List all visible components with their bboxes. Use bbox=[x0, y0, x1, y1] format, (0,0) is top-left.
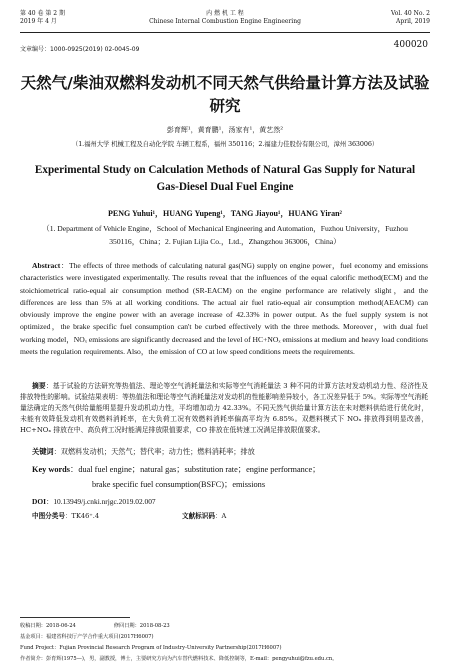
clc-number bbox=[32, 510, 99, 520]
keywords-en-line1: ：dual fuel engine；natural gas；substitution rate；engine performance； bbox=[70, 465, 321, 474]
title-en: Experimental Study on Calculation Methods of Natural Gas Supply for Natural Gas-Diesel Dual Fuel Engine bbox=[34, 164, 416, 193]
doi bbox=[32, 496, 156, 507]
abstract-label: Abstract bbox=[32, 261, 61, 270]
abstract-cn bbox=[20, 381, 428, 436]
footnote-dates bbox=[20, 621, 430, 632]
footnotes bbox=[20, 621, 430, 665]
doc-code-label: 文献标识码 bbox=[182, 512, 215, 520]
affiliation-en: （1. Department of Vehicle Engine，School of Mechanical Engineering and Automation，Fuzhou University，Fuzhou 350116，China；2. Fujian Lijia Co.，Ltd.，Zhangzhou 363006，China） bbox=[42, 224, 408, 246]
header-volume-en bbox=[391, 10, 430, 26]
volume-issue: 第 40 卷 第 2 期 bbox=[20, 10, 65, 17]
journal-name-cn: 内 燃 机 工 程 bbox=[206, 10, 244, 17]
revised-date: 修回日期：2018-08-23 bbox=[113, 623, 170, 629]
doi-text: ：10.13949/j.cnki.nrjgc.2019.02.007 bbox=[45, 497, 156, 506]
keywords-cn-label: 关键词 bbox=[32, 447, 54, 456]
author-info: 作者简介：彭育辉(1975—)，男，副教授，博士，主要研究方向为汽车替代燃料技术、降低控制等，E-mail：pengyuhui@fzu.edu.cn。 bbox=[20, 656, 338, 662]
keywords-cn bbox=[32, 447, 428, 457]
abstract-cn-text: ：基于试验的方法研究等热值法、理论等空气消耗量法和实际等空气消耗量法 3 种不同的计算方法对发动机动力性、经济性及排放特性的影响。试验结果表明：等热值法和理论等空气消耗量法对发动机的性能影响差异较小，各工况差异低于 5%。实际等空气消耗量法确定的天然气供给量能明显提升发动机动力性，平均增加动力 42.33%。不同天然气供给量计算方法在未对燃料供给进行优化时，未能有效降低发动机有效燃料消耗率，在大负荷工况有效燃料消耗率偏高平均为 6.85%。双燃料模式下 NOₓ 排放得到明显改善，HC+NOₓ 排放在中、高负荷工况时能满足排放限值要求，CO 排放在低转速工况满足排放限值要求。 bbox=[20, 382, 429, 434]
title-cn: 天然气/柴油双燃料发动机不同天然气供给量计算方法及试验研究 bbox=[20, 74, 430, 115]
document-code bbox=[182, 510, 226, 520]
paper-code: 400020 bbox=[393, 40, 428, 50]
header-journal bbox=[20, 10, 430, 26]
clc-label: 中图分类号 bbox=[32, 512, 65, 520]
affiliation-cn: （1.福州大学 机械工程及自动化学院 车辆工程系，福州 350116；2.福建力佳股份有限公司，漳州 363006） bbox=[71, 140, 379, 148]
journal-name-en: Chinese Internal Combustion Engine Engineering bbox=[149, 18, 301, 25]
journal-header bbox=[20, 10, 430, 32]
received-date: 收稿日期：2018-06-24 bbox=[20, 623, 76, 629]
keywords-en bbox=[32, 462, 428, 492]
issue-date: 2019 年 4 月 bbox=[20, 18, 57, 25]
fund-cn: 基金项目：福建省科技厅产学合作重大项目(2017H6007) bbox=[20, 634, 154, 640]
keywords-en-line2: brake specific fuel consumption(BSFC)；emissions bbox=[92, 480, 266, 489]
doc-code-text: ：A bbox=[214, 512, 227, 520]
doi-label: DOI bbox=[32, 497, 46, 506]
fund-en: Fund Project：Fujian Provincial Research Program of Industry-University Partnership(2017H6007) bbox=[20, 645, 282, 651]
keywords-en-label: Key words bbox=[32, 465, 71, 474]
abstract-cn-label: 摘要 bbox=[32, 382, 46, 390]
abstract-text: ：The effects of three methods of calculating natural gas(NG) supply on engine power，fuel economy and emissions characteristics were investigated experimentally. The results reveal that the influences of the equal calorific method(ECM) and the stoichiometrical ratio-equal air consumption method (SR-EACM) on the engine performance are relatively slight，and the differences are less than 5% at all working conditions. The actual air fuel ratio-equal air consumption method(AEACM) can obviously improve the engine power with an average increase of 42.33% in power output. As the fuel supply system is not optimized，the brake specific fuel consumption can't be curbed effectively with the three methods. Moreover，with dual fuel working model，NOₓ emissions are significantly decreased and the level of HC+NOₓ emissions at medium and heavy load conditions meets the regulation requirements. Also，the emission of CO at low speed conditions meets the requirements. bbox=[20, 261, 428, 357]
issue-date-en: April, 2019 bbox=[396, 18, 430, 25]
abstract-en bbox=[20, 260, 428, 358]
header-divider bbox=[20, 32, 430, 33]
article-number: 文章编号：1000-0925(2019) 02-0045-09 bbox=[20, 46, 140, 53]
keywords-cn-text: ：双燃料发动机；天然气；替代率；动力性；燃料消耗率；排放 bbox=[53, 447, 255, 456]
footnote-divider bbox=[20, 617, 130, 618]
authors-cn: 彭育辉¹，黄育鹏¹，汤家有¹，黄艺然² bbox=[166, 126, 284, 134]
clc-text: ：TK46⁺.4 bbox=[64, 512, 100, 520]
authors-en: PENG Yuhui¹，HUANG Yupeng¹，TANG Jiayou¹，HUANG Yiran² bbox=[108, 209, 342, 218]
volume-issue-en: Vol. 40 No. 2 bbox=[390, 10, 430, 17]
